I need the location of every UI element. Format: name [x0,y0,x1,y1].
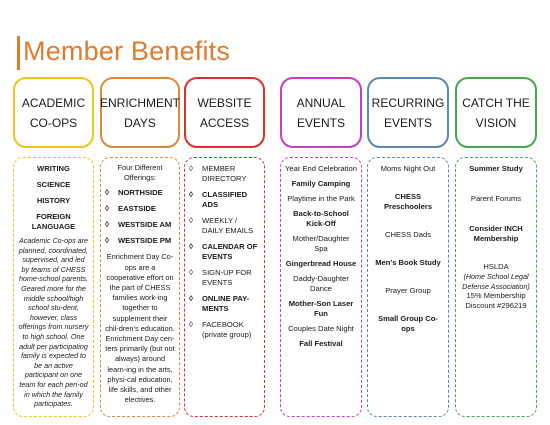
list-item [189,190,260,210]
membership-discount: 15% Membership Discount #296219 [465,291,527,311]
academic-description: Academic Co-ops are planned, coordinated, supervised, and led by teams of CHESS home-school parents. Geared more for the middle school/high school stu-dent, however, class offerings from nursery to high school. One adult per participating family is expected to be an active participant on one team for each peri-od in which the family participates. [18,236,89,409]
column-enrichment-days [100,157,180,417]
diamond-bullet-icon: ◊ [105,188,109,198]
list-item: Moms Night Out [380,164,436,173]
diamond-bullet-icon: ◊ [189,320,193,329]
column-catch-the-vision [455,157,537,417]
list-item-label: EASTSIDE [118,204,156,214]
list-item-label: WEEKLY / DAILY EMAILS [202,216,254,235]
list-item: Mother/Daughter Spa [292,234,350,253]
list-item: Fall Festival [299,339,343,348]
list-item: Prayer Group [385,286,431,295]
list-item: WRITING [37,164,70,173]
diamond-bullet-icon: ◊ [189,216,193,225]
header-academic-co-ops: ACADEMIC CO-OPS [13,77,94,148]
list-item-label: SIGN-UP FOR EVENTS [202,268,252,287]
list-item [189,268,260,288]
list-item: HISTORY [36,196,71,205]
list-item: Couples Date Night [288,324,354,333]
list-item [189,216,260,236]
list-item: SCIENCE [36,180,71,189]
list-item-label: MEMBER DIRECTORY [202,164,247,183]
list-item: Playtime in the Park [287,194,355,203]
list-item [189,320,260,340]
hslda-label: HSLDA [483,262,509,271]
list-item [189,164,260,184]
list-item: Family Camping [291,179,351,188]
list-item: Men's Book Study [375,258,441,267]
list-item [105,188,175,198]
header-website-access: WEBSITE ACCESS [184,77,265,148]
title-accent-bar [17,36,20,70]
list-item-label: FACEBOOK (private group) [202,320,252,339]
parent-forums: Parent Forums [470,194,522,203]
list-item [189,242,260,262]
list-item-label: CALENDAR OF EVENTS [202,242,258,261]
column-recurring-events [367,157,449,417]
list-item [189,294,260,314]
diamond-bullet-icon: ◊ [189,190,193,199]
column-annual-events [280,157,362,417]
column-academic-co-ops [13,157,94,417]
header-enrichment-days: ENRICHMENT DAYS [100,77,180,148]
list-item: CHESS Dads [384,230,431,239]
list-item: Gingerbread House [285,259,357,268]
column-website-access [184,157,265,417]
list-item [105,220,175,230]
header-catch-the-vision: CATCH THE VISION [455,77,537,148]
enrichment-paragraph: Enrichment Day Co-ops are a cooperative effort on the part of CHESS families work-ing together to supplement their chil-dren's education. [105,252,175,333]
list-item: Back-to-School Kick-Off [293,209,349,228]
diamond-bullet-icon: ◊ [189,164,193,173]
list-item: CHESS Preschoolers [383,192,433,211]
enrichment-intro: Four Different Offerings: [117,163,163,183]
list-item: Mother-Son Laser Fun [288,299,354,318]
list-item-label: WESTSIDE PM [118,236,172,246]
hslda-full-name: (Home School Legal Defense Association) [462,272,530,291]
inch-membership: Consider INCH Membership [469,224,523,243]
diamond-bullet-icon: ◊ [189,294,193,303]
list-item: Daddy-Daughter Dance [293,274,349,293]
list-item [105,204,175,214]
diamond-bullet-icon: ◊ [189,242,193,251]
list-item: Year End Celebration [285,164,357,173]
list-item: Small Group Co-ops [378,314,438,333]
list-item-label: ONLINE PAY-MENTS [202,294,250,313]
list-item-label: WESTSIDE AM [118,220,172,230]
list-item [105,236,175,246]
diamond-bullet-icon: ◊ [105,220,109,230]
list-item-label: CLASSIFIED ADS [202,190,248,209]
diamond-bullet-icon: ◊ [105,236,109,246]
summer-study: Summer Study [469,164,523,173]
list-item: FOREIGN LANGUAGE [31,212,76,231]
diamond-bullet-icon: ◊ [189,268,193,277]
diamond-bullet-icon: ◊ [105,204,109,214]
page-title: Member Benefits [23,36,231,66]
list-item-label: NORTHSIDE [118,188,163,198]
enrichment-paragraph: Enrichment Day cen-ters primarily (but not always) around learn-ing in the arts, physi-cal education, life skills, and other electives. [105,334,175,405]
header-annual-events: ANNUAL EVENTS [280,77,362,148]
header-recurring-events: RECURRING EVENTS [367,77,449,148]
